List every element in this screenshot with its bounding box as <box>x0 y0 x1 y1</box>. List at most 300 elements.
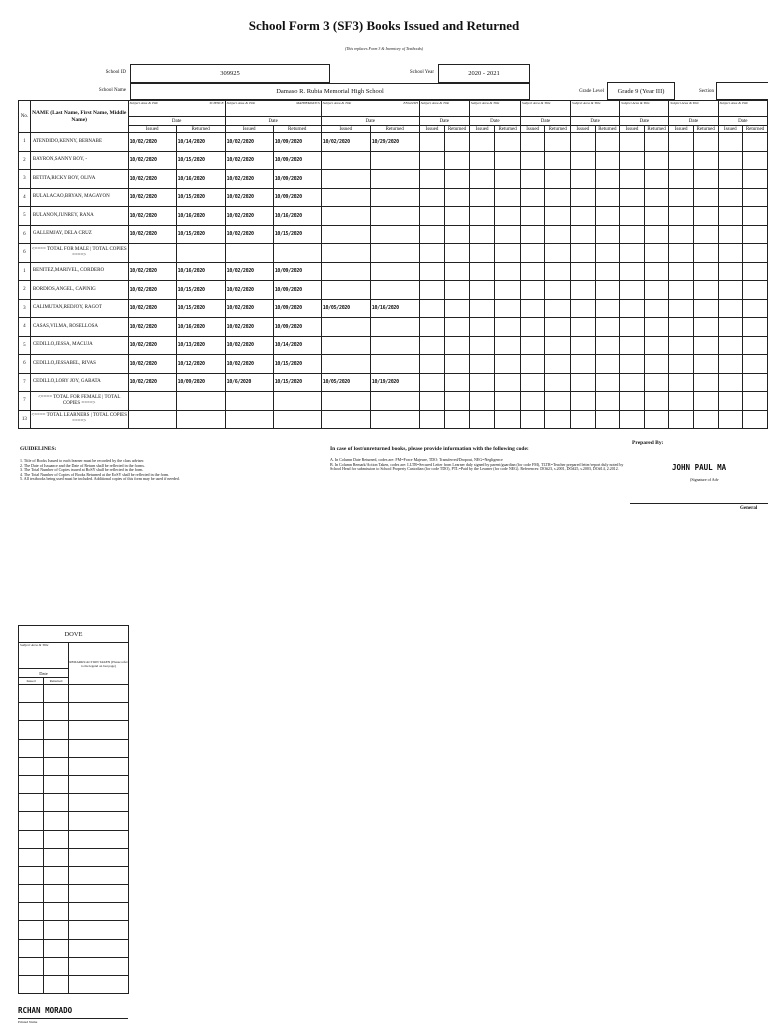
returned-date-cell: 10/16/2020 <box>176 262 225 281</box>
student-name: BAYRON,SANNY BOY, - <box>30 151 128 170</box>
returned-date-cell <box>595 207 620 226</box>
total-copies-cell <box>693 244 718 263</box>
guideline-item: 2. The Date of Issuance and the Date of Return shall be reflected in the forms. <box>20 462 145 468</box>
returned-date-cell: 10/15/2020 <box>273 225 321 244</box>
subject-header-cell <box>321 101 419 117</box>
returned-date-cell: 10/09/2020 <box>273 151 321 170</box>
returned-date-cell <box>693 336 718 355</box>
issued-date-cell <box>620 207 644 226</box>
dove-table <box>18 625 129 994</box>
returned-date-cell <box>370 170 419 189</box>
returned-date-cell: 10/16/2020 <box>273 207 321 226</box>
dove-blank-cell <box>44 739 69 757</box>
subject-header-cell <box>620 101 669 117</box>
dove-blank-row <box>19 885 129 903</box>
returned-date-cell <box>644 336 669 355</box>
total-count: 7 <box>19 392 31 411</box>
total-copies-cell <box>495 244 521 263</box>
adviser-signature-caption: (Signature of Adv <box>690 477 719 482</box>
dove-blank-row <box>19 775 129 793</box>
student-number: 1 <box>19 262 31 281</box>
returned-date-cell <box>445 151 470 170</box>
dove-blank-cell <box>44 685 69 703</box>
returned-date-cell: 10/13/2020 <box>176 336 225 355</box>
dove-blank-cell <box>44 794 69 812</box>
returned-date-cell <box>545 207 571 226</box>
returned-date-cell: 10/29/2020 <box>370 133 419 152</box>
returned-header: Returned <box>743 126 768 133</box>
issued-returned-header-row <box>19 126 768 133</box>
issued-date-cell: 10/02/2020 <box>128 188 176 207</box>
dove-blank-cell <box>44 721 69 739</box>
returned-date-cell <box>595 336 620 355</box>
subject-name <box>569 101 570 116</box>
issued-date-cell <box>571 188 595 207</box>
dove-blank-cell <box>44 757 69 775</box>
issued-date-cell <box>718 133 742 152</box>
issued-header: Issued <box>620 126 644 133</box>
issued-date-cell <box>419 262 444 281</box>
returned-date-cell <box>743 207 768 226</box>
dove-blank-row <box>19 812 129 830</box>
returned-date-cell: 10/15/2020 <box>176 225 225 244</box>
student-row <box>19 133 768 152</box>
returned-date-cell <box>445 336 470 355</box>
returned-date-cell <box>644 133 669 152</box>
returned-date-cell: 10/15/2020 <box>176 188 225 207</box>
dove-blank-cell <box>19 794 44 812</box>
issued-date-cell <box>620 373 644 392</box>
dove-blank-cell <box>19 848 44 866</box>
dove-blank-cell <box>69 921 129 939</box>
issued-date-cell <box>321 336 370 355</box>
student-number: 6 <box>19 355 31 374</box>
student-number: 6 <box>19 225 31 244</box>
grade-level-label: Grade Level <box>579 89 604 94</box>
issued-date-cell <box>669 299 693 318</box>
issued-date-cell <box>469 355 494 374</box>
dove-blank-cell <box>44 939 69 957</box>
dove-blank-cell <box>19 775 44 793</box>
issued-date-cell <box>520 188 544 207</box>
dove-blank-cell <box>19 939 44 957</box>
issued-date-cell <box>469 151 494 170</box>
issued-date-cell <box>669 373 693 392</box>
issued-date-cell <box>469 188 494 207</box>
total-copies-cell <box>321 410 370 429</box>
total-copies-cell <box>620 244 644 263</box>
dove-remarks-header: REMARKS/ACTION TAKEN (Please refer to the legend on last page) <box>69 643 129 685</box>
dove-blank-cell <box>69 812 129 830</box>
total-label: <==== TOTAL LEARNERS | TOTAL COPIES ====> <box>30 410 128 429</box>
dove-blank-row <box>19 848 129 866</box>
returned-date-cell <box>545 188 571 207</box>
grade-level-value: Grade 9 (Year III) <box>607 82 675 100</box>
returned-date-cell <box>545 355 571 374</box>
issued-date-cell <box>669 225 693 244</box>
returned-header: Returned <box>445 126 470 133</box>
returned-date-cell: 10/15/2020 <box>273 373 321 392</box>
returned-date-cell <box>743 299 768 318</box>
returned-date-cell <box>693 373 718 392</box>
issued-date-cell: 10/05/2020 <box>321 299 370 318</box>
dove-blank-cell <box>44 866 69 884</box>
student-row <box>19 170 768 189</box>
issued-date-cell <box>571 207 595 226</box>
guidelines-heading: GUIDELINES: <box>20 446 57 452</box>
issued-date-cell <box>620 281 644 300</box>
student-name: CASAS,VILMA, ROSELLOSA <box>30 318 128 337</box>
returned-date-cell <box>595 318 620 337</box>
subject-name <box>468 101 469 116</box>
returned-date-cell <box>743 188 768 207</box>
returned-date-cell <box>545 281 571 300</box>
total-copies-cell <box>225 392 273 411</box>
issued-header: Issued <box>128 126 176 133</box>
returned-date-cell: 10/09/2020 <box>273 188 321 207</box>
issued-date-cell <box>321 281 370 300</box>
issued-date-cell <box>321 170 370 189</box>
returned-date-cell <box>595 133 620 152</box>
returned-date-cell <box>644 281 669 300</box>
returned-date-cell <box>693 225 718 244</box>
dove-returned-header: Returned <box>44 678 69 685</box>
dove-blank-cell <box>44 703 69 721</box>
signer-name: RCHAN MORADO <box>18 1006 73 1015</box>
returned-date-cell <box>644 318 669 337</box>
total-label: <==== TOTAL FOR FEMALE | TOTAL COPIES ====> <box>30 392 128 411</box>
student-row <box>19 188 768 207</box>
issued-header: Issued <box>520 126 544 133</box>
returned-date-cell: 10/12/2020 <box>176 355 225 374</box>
subject-name: MATHEMATICS <box>296 101 320 105</box>
date-header: Date <box>571 117 620 126</box>
total-label: <==== TOTAL FOR MALE | TOTAL COPIES ====> <box>30 244 128 263</box>
total-copies-cell <box>644 410 669 429</box>
student-name: CALIMUTAN,REDJOY, RAGOT <box>30 299 128 318</box>
issued-date-cell <box>419 318 444 337</box>
date-header: Date <box>669 117 718 126</box>
returned-date-cell <box>743 318 768 337</box>
returned-header: Returned <box>595 126 620 133</box>
total-copies-cell <box>445 244 470 263</box>
returned-date-cell: 10/15/2020 <box>176 281 225 300</box>
total-copies-cell <box>595 392 620 411</box>
dove-blank-cell <box>44 848 69 866</box>
issued-header: Issued <box>321 126 370 133</box>
subject-area-label: Subject Area & Title <box>719 101 749 105</box>
dove-subject-area-label: Subject Area & Title <box>19 643 69 669</box>
student-number: 5 <box>19 207 31 226</box>
issued-date-cell: 10/02/2020 <box>128 318 176 337</box>
returned-date-cell <box>445 133 470 152</box>
returned-date-cell <box>595 151 620 170</box>
subject-header-cell <box>520 101 570 117</box>
signer-caption: Printed Name <box>18 1020 38 1024</box>
subject-area-label: Subject Area & Title <box>226 101 256 105</box>
returned-date-cell <box>644 299 669 318</box>
issued-date-cell: 10/02/2020 <box>128 299 176 318</box>
section-label: Section <box>699 89 714 94</box>
student-number: 3 <box>19 170 31 189</box>
issued-date-cell <box>571 133 595 152</box>
issued-date-cell <box>520 318 544 337</box>
returned-date-cell <box>644 170 669 189</box>
issued-date-cell <box>718 207 742 226</box>
returned-date-cell <box>445 262 470 281</box>
total-copies-cell <box>273 392 321 411</box>
returned-date-cell <box>370 336 419 355</box>
returned-date-cell <box>693 151 718 170</box>
adviser-signature-name: JOHN PAUL MA <box>672 463 727 472</box>
date-header: Date <box>620 117 669 126</box>
total-copies-cell <box>370 410 419 429</box>
issued-date-cell <box>419 225 444 244</box>
dove-blank-cell <box>69 939 129 957</box>
student-number: 4 <box>19 188 31 207</box>
dove-blank-cell <box>69 757 129 775</box>
issued-date-cell <box>669 133 693 152</box>
returned-date-cell: 10/09/2020 <box>273 262 321 281</box>
total-row <box>19 410 768 429</box>
dove-blank-cell <box>69 885 129 903</box>
issued-date-cell <box>571 262 595 281</box>
total-copies-cell <box>469 410 494 429</box>
dove-blank-cell <box>19 703 44 721</box>
dove-blank-cell <box>69 721 129 739</box>
lost-books-heading: In case of lost/unreturned books, please provide information with the following code: <box>330 446 529 452</box>
issued-date-cell <box>718 373 742 392</box>
issued-date-cell <box>469 318 494 337</box>
subject-area-label: Subject Area & Title <box>521 101 551 105</box>
dove-blank-cell <box>19 721 44 739</box>
issued-date-cell: 10/02/2020 <box>128 281 176 300</box>
student-row <box>19 151 768 170</box>
total-copies-cell <box>495 410 521 429</box>
returned-date-cell <box>495 188 521 207</box>
student-row <box>19 281 768 300</box>
returned-date-cell: 10/16/2020 <box>176 318 225 337</box>
returned-date-cell <box>693 299 718 318</box>
returned-date-cell <box>495 355 521 374</box>
issued-date-cell <box>520 336 544 355</box>
returned-date-cell: 10/09/2020 <box>273 299 321 318</box>
issued-date-cell: 10/02/2020 <box>225 318 273 337</box>
lost-books-codes <box>330 458 630 472</box>
dove-blank-row <box>19 721 129 739</box>
student-number: 7 <box>19 373 31 392</box>
student-row <box>19 355 768 374</box>
issued-date-cell: 10/02/2020 <box>225 151 273 170</box>
subject-area-label: Subject Area & Title <box>621 101 650 105</box>
subject-header-cell <box>669 101 718 117</box>
total-copies-cell <box>419 392 444 411</box>
issued-date-cell <box>571 299 595 318</box>
student-name: BULANON,JUNREY, RANA <box>30 207 128 226</box>
issued-header: Issued <box>469 126 494 133</box>
returned-date-cell: 10/19/2020 <box>370 373 419 392</box>
issued-date-cell <box>419 170 444 189</box>
student-name: CEDILLO,JESSA, MACUJA <box>30 336 128 355</box>
returned-date-cell: 10/16/2020 <box>370 299 419 318</box>
total-copies-cell <box>469 244 494 263</box>
issued-date-cell <box>419 188 444 207</box>
dove-blank-row <box>19 703 129 721</box>
dove-blank-row <box>19 939 129 957</box>
guideline-item: 5. All textbooks being used must be included. Additional copies of this form may be used if needed. <box>20 476 180 482</box>
date-header: Date <box>225 117 321 126</box>
dove-blank-cell <box>69 866 129 884</box>
returned-date-cell <box>644 262 669 281</box>
issued-date-cell <box>718 170 742 189</box>
issued-date-cell <box>571 151 595 170</box>
issued-date-cell <box>669 336 693 355</box>
total-copies-cell <box>718 410 742 429</box>
total-copies-cell <box>370 392 419 411</box>
returned-date-cell: 10/15/2020 <box>176 299 225 318</box>
returned-date-cell <box>545 151 571 170</box>
issued-date-cell <box>620 188 644 207</box>
returned-date-cell <box>495 336 521 355</box>
returned-date-cell <box>693 133 718 152</box>
total-count: 6 <box>19 244 31 263</box>
dove-blank-cell <box>19 757 44 775</box>
issued-header: Issued <box>571 126 595 133</box>
issued-date-cell <box>718 318 742 337</box>
issued-date-cell: 10/02/2020 <box>128 151 176 170</box>
student-row <box>19 373 768 392</box>
student-name: BULALACAO,BRYAN, MAGAYON <box>30 188 128 207</box>
dove-blank-cell <box>19 903 44 921</box>
returned-date-cell <box>545 373 571 392</box>
total-copies-cell <box>419 410 444 429</box>
dove-blank-cell <box>69 739 129 757</box>
returned-date-cell <box>495 207 521 226</box>
issued-date-cell <box>718 336 742 355</box>
returned-date-cell <box>595 188 620 207</box>
dove-blank-row <box>19 794 129 812</box>
total-copies-cell <box>644 244 669 263</box>
school-id-value: 309925 <box>130 64 330 83</box>
returned-date-cell <box>370 225 419 244</box>
subject-name <box>717 101 718 116</box>
dove-blank-cell <box>69 830 129 848</box>
school-year-value: 2020 - 2021 <box>438 64 530 83</box>
dove-blank-cell <box>69 976 129 994</box>
dove-blank-row <box>19 757 129 775</box>
issued-date-cell <box>469 133 494 152</box>
issued-date-cell: 10/02/2020 <box>128 170 176 189</box>
issued-date-cell <box>469 336 494 355</box>
issued-date-cell <box>620 318 644 337</box>
returned-date-cell <box>595 281 620 300</box>
issued-date-cell: 10/02/2020 <box>321 133 370 152</box>
total-copies-cell <box>128 410 176 429</box>
date-header: Date <box>469 117 520 126</box>
total-copies-cell <box>225 244 273 263</box>
total-row <box>19 392 768 411</box>
returned-date-cell <box>545 318 571 337</box>
dove-blank-cell <box>44 976 69 994</box>
subject-name <box>519 101 520 116</box>
guideline-item: 1. Title of Books Issued to each learner must be recorded by the class adviser. <box>20 458 145 463</box>
returned-header: Returned <box>370 126 419 133</box>
dove-issued-header: Issued <box>19 678 44 685</box>
issued-date-cell <box>520 281 544 300</box>
returned-date-cell <box>595 299 620 318</box>
issued-date-cell <box>469 170 494 189</box>
issued-date-cell <box>469 299 494 318</box>
issued-date-cell <box>620 225 644 244</box>
subject-area-label: Subject Area & Title <box>322 101 352 105</box>
returned-date-cell <box>445 225 470 244</box>
subject-name: SCIENCE <box>209 101 224 105</box>
issued-date-cell <box>469 373 494 392</box>
issued-date-cell <box>520 151 544 170</box>
returned-date-cell <box>595 373 620 392</box>
returned-date-cell <box>743 151 768 170</box>
subject-name <box>766 101 767 116</box>
issued-date-cell <box>669 355 693 374</box>
returned-date-cell: 10/15/2020 <box>176 151 225 170</box>
total-copies-cell <box>669 244 693 263</box>
total-copies-cell <box>693 392 718 411</box>
total-copies-cell <box>545 410 571 429</box>
student-name: BORDIOS,ANGEL, CAPINIG <box>30 281 128 300</box>
student-number: 1 <box>19 133 31 152</box>
issued-date-cell <box>669 188 693 207</box>
issued-date-cell <box>419 299 444 318</box>
returned-date-cell: 10/15/2020 <box>273 355 321 374</box>
returned-date-cell: 10/09/2020 <box>273 318 321 337</box>
returned-date-cell <box>743 336 768 355</box>
returned-date-cell <box>370 281 419 300</box>
total-copies-cell <box>743 392 768 411</box>
returned-date-cell <box>595 262 620 281</box>
returned-date-cell <box>743 262 768 281</box>
issued-date-cell <box>620 299 644 318</box>
issued-date-cell: 10/02/2020 <box>128 133 176 152</box>
no-header: No. <box>19 101 31 133</box>
total-copies-cell <box>718 392 742 411</box>
student-row <box>19 207 768 226</box>
school-name-value: Damaso R. Rubia Memorial High School <box>130 83 530 100</box>
dove-blank-cell <box>19 885 44 903</box>
total-copies-cell <box>545 244 571 263</box>
returned-date-cell <box>644 355 669 374</box>
issued-date-cell <box>469 225 494 244</box>
dove-blank-cell <box>69 794 129 812</box>
dove-blank-cell <box>19 957 44 975</box>
subject-header-cell <box>571 101 620 117</box>
returned-date-cell <box>445 318 470 337</box>
issued-date-cell <box>321 262 370 281</box>
subject-header-row <box>19 101 768 117</box>
returned-date-cell <box>545 336 571 355</box>
returned-date-cell: 10/14/2020 <box>176 133 225 152</box>
date-header: Date <box>520 117 570 126</box>
issued-date-cell <box>669 281 693 300</box>
issued-date-cell <box>321 355 370 374</box>
issued-date-cell <box>520 373 544 392</box>
school-id-label: School ID <box>105 70 126 75</box>
total-copies-cell <box>520 244 544 263</box>
returned-date-cell <box>495 262 521 281</box>
issued-date-cell <box>520 355 544 374</box>
issued-date-cell <box>571 170 595 189</box>
issued-date-cell <box>669 262 693 281</box>
subject-area-label: Subject Area & Title <box>572 101 601 105</box>
